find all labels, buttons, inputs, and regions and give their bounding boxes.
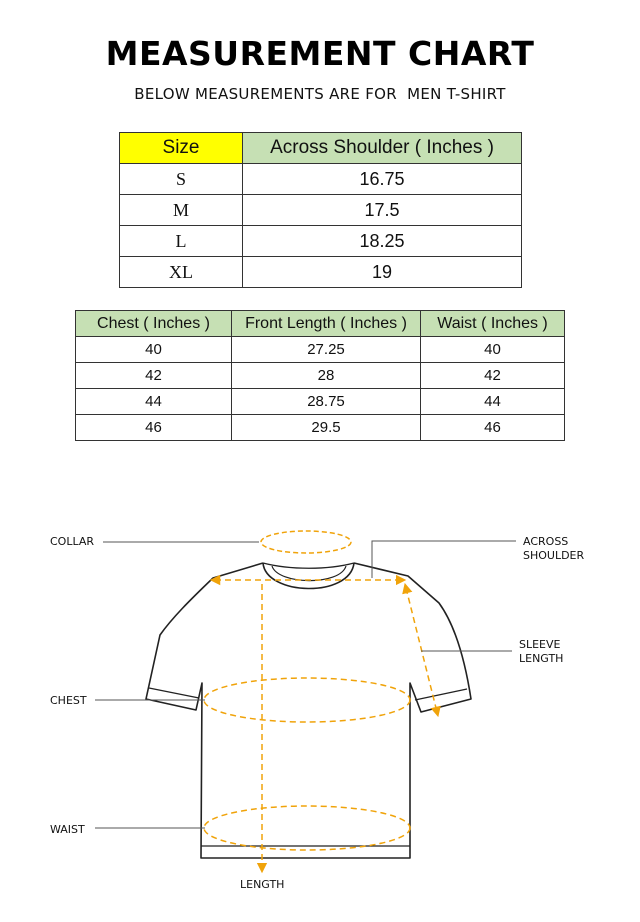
front-length-cell: 27.25	[232, 337, 421, 363]
waist-column-header: Waist ( Inches )	[421, 311, 565, 337]
waist-guide	[204, 806, 410, 850]
page-title: MEASUREMENT CHART	[105, 34, 535, 73]
shoulder-table	[119, 132, 522, 288]
waist-cell: 42	[421, 363, 565, 389]
across-shoulder-label	[523, 535, 584, 563]
table-row	[120, 195, 522, 226]
chest-cell: 40	[76, 337, 232, 363]
across-shoulder-column-header: Across Shoulder ( Inches )	[243, 133, 522, 164]
front-length-cell: 29.5	[232, 415, 421, 441]
tshirt-diagram	[0, 520, 640, 922]
chest-cell: 44	[76, 389, 232, 415]
tshirt-outline	[146, 563, 471, 858]
chest-column-header: Chest ( Inches )	[76, 311, 232, 337]
table-row	[76, 415, 565, 441]
size-column-header: Size	[120, 133, 243, 164]
waist-cell: 46	[421, 415, 565, 441]
collar-back	[263, 563, 354, 568]
front-length-column-header: Front Length ( Inches )	[232, 311, 421, 337]
page-subtitle: BELOW MEASUREMENTS ARE FOR MEN T-SHIRT	[134, 85, 506, 103]
shoulder-cell: 17.5	[243, 195, 522, 226]
body-table-header-row	[76, 311, 565, 337]
chest-guide	[204, 678, 410, 722]
across-shoulder-label-line2: SHOULDER	[523, 549, 585, 562]
collar-outer	[263, 563, 354, 589]
sleeve-length-label-line1: SLEEVE	[519, 638, 561, 651]
left-sleeve-hem	[149, 688, 199, 698]
size-cell: XL	[120, 257, 243, 288]
across-shoulder-label-line1: ACROSS	[523, 535, 569, 548]
waist-cell: 40	[421, 337, 565, 363]
shoulder-cell: 18.25	[243, 226, 522, 257]
table-row	[120, 257, 522, 288]
body-table	[75, 310, 565, 441]
table-row	[120, 226, 522, 257]
chest-cell: 46	[76, 415, 232, 441]
shoulder-cell: 19	[243, 257, 522, 288]
table-row	[76, 389, 565, 415]
front-length-cell: 28.75	[232, 389, 421, 415]
sleeve-length-label	[519, 638, 563, 666]
table-row	[120, 164, 522, 195]
front-length-cell: 28	[232, 363, 421, 389]
size-cell: M	[120, 195, 243, 226]
shoulder-cell: 16.75	[243, 164, 522, 195]
size-cell: S	[120, 164, 243, 195]
chest-cell: 42	[76, 363, 232, 389]
shoulder-table-header-row	[120, 133, 522, 164]
collar-label: COLLAR	[50, 535, 95, 548]
right-sleeve-hem	[415, 689, 467, 700]
sleeve-length-label-line2: LENGTH	[519, 652, 564, 665]
table-row	[76, 337, 565, 363]
waist-label: WAIST	[50, 823, 85, 836]
waist-cell: 44	[421, 389, 565, 415]
length-label: LENGTH	[240, 878, 285, 891]
chest-label: CHEST	[50, 694, 87, 707]
table-row	[76, 363, 565, 389]
collar-guide	[261, 531, 351, 553]
size-cell: L	[120, 226, 243, 257]
